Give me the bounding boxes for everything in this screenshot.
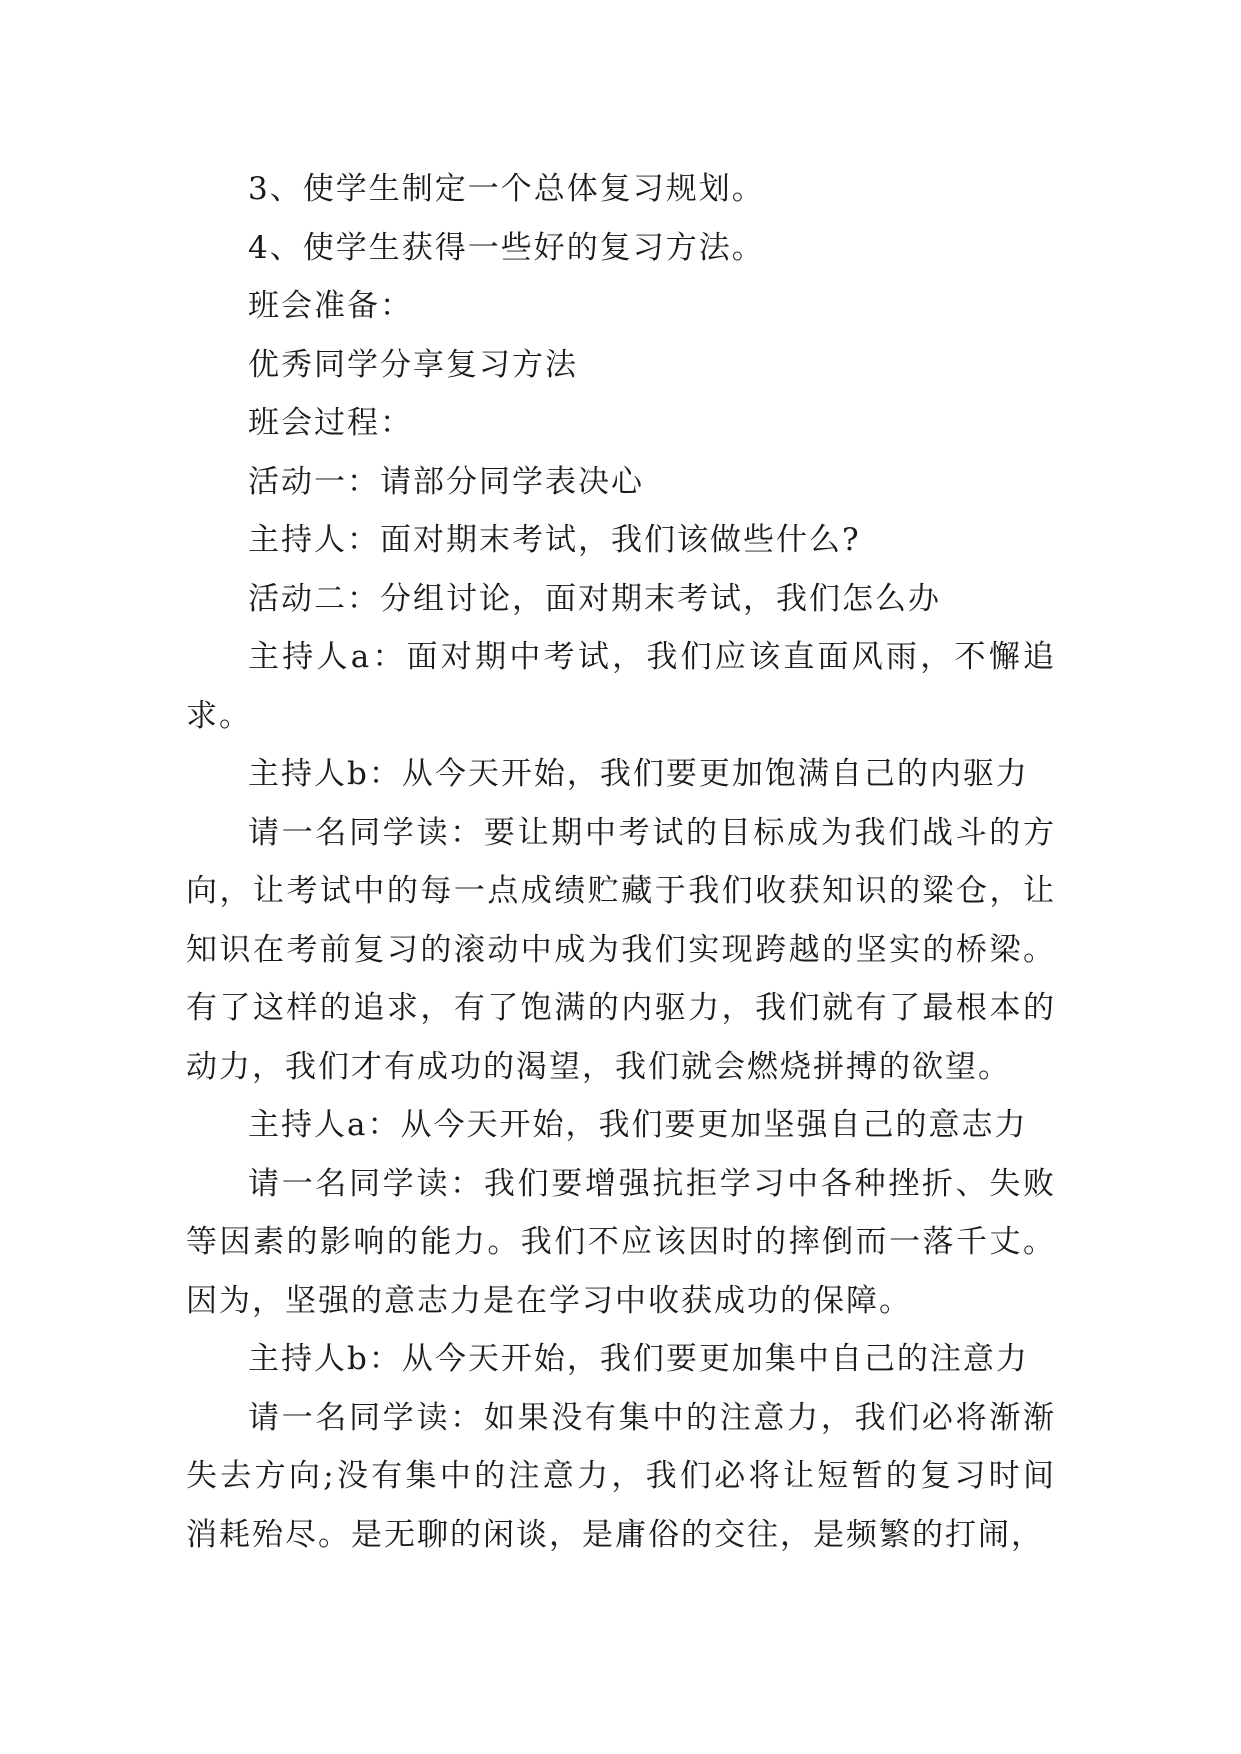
- paragraph-host-question: 主持人：面对期末考试，我们该做些什么?: [248, 522, 861, 558]
- paragraph-host-a-2: 主持人a：从今天开始，我们要更加坚强自己的意志力: [248, 1107, 1028, 1143]
- paragraph-student-read-1: 请一名同学读：要让期中考试的目标成为我们战斗的方向，让考试中的每一点成绩贮藏于我们收获知识的粱仓，让知识在考前复习的滚动中成为我们实现跨越的坚实的桥梁。有了这样的追求，有了饱满的内驱力，我们就有了最根本的动力，我们才有成功的渴望，我们就会燃烧拼搏的欲望。: [186, 814, 1056, 1085]
- paragraph-preparation: 优秀同学分享复习方法: [248, 346, 578, 383]
- paragraph-student-read-2: 请一名同学读：我们要增强抗拒学习中各种挫折、失败等因素的影响的能力。我们不应该因时的摔倒而一落千丈。因为，坚强的意志力是在学习中收获成功的保障。: [186, 1165, 1056, 1319]
- paragraph-activity-1: 活动一：请部分同学表决心: [248, 463, 644, 500]
- paragraph-goal-4: 4、使学生获得一些好的复习方法。: [248, 229, 765, 266]
- paragraph-goal-3: 3、使学生制定一个总体复习规划。: [248, 171, 765, 207]
- paragraph-host-b-2: 主持人b：从今天开始，我们要更加集中自己的注意力: [248, 1341, 1029, 1377]
- paragraph-student-read-3: 请一名同学读：如果没有集中的注意力，我们必将渐渐失去方向;没有集中的注意力，我们必将让短暂的复习时间消耗殆尽。是无聊的闲谈，是庸俗的交往，是频繁的打闹，: [186, 1399, 1056, 1553]
- paragraph-host-b-1: 主持人b：从今天开始，我们要更加饱满自己的内驱力: [248, 756, 1029, 792]
- paragraph-preparation-heading: 班会准备：: [248, 288, 413, 324]
- document-body: [186, 160, 1056, 1564]
- paragraph-activity-2: 活动二：分组讨论，面对期末考试，我们怎么办: [248, 580, 941, 617]
- paragraph-host-a-1: 主持人a：面对期中考试，我们应该直面风雨，不懈追求。: [186, 639, 1056, 734]
- paragraph-process-heading: 班会过程：: [248, 405, 413, 441]
